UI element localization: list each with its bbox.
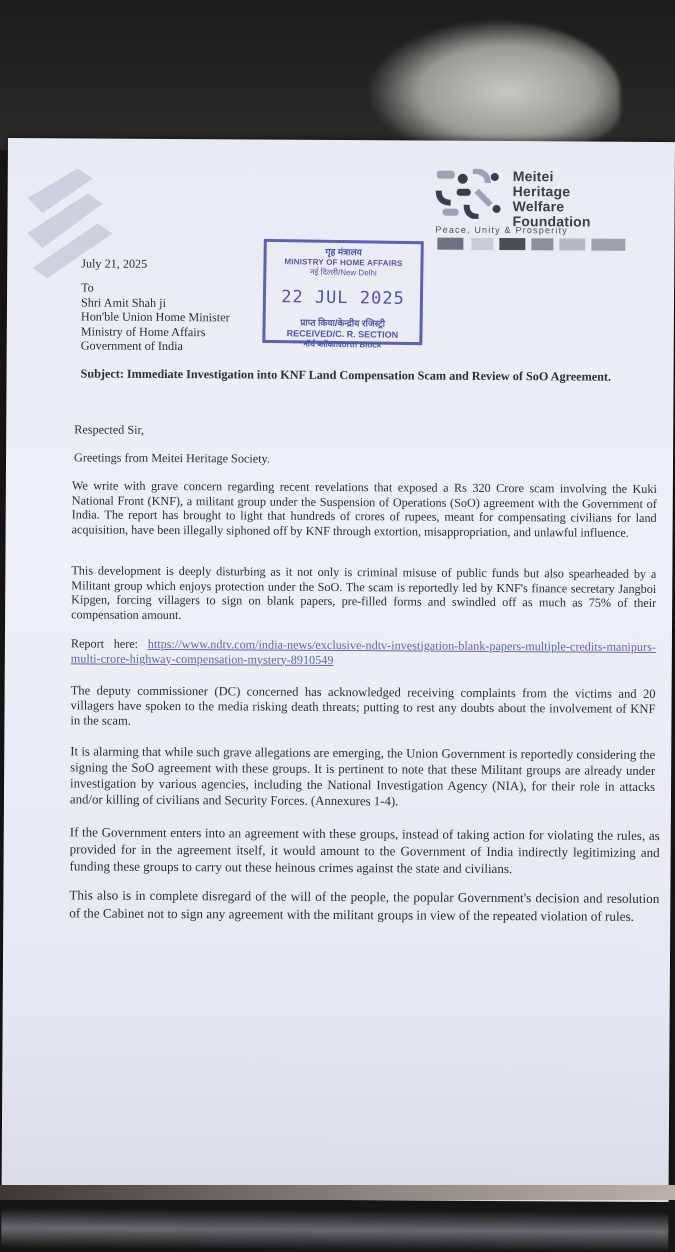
paragraph-3: The deputy commissioner (DC) concerned has acknowledged receiving complaints from the victims and 20 villagers have spoken to the media risking death threats; putting to rest any doubts about the involvement of KNF in the scam. — [70, 683, 656, 728]
meitei-heritage-logo-icon — [433, 169, 505, 219]
report-label: Report here: — [70, 636, 139, 651]
greeting: Greetings from Meitei Heritage Society. — [74, 450, 270, 466]
org-tagline: Peace, Unity & Prosperity — [435, 224, 569, 236]
stamp-line: प्राप्त किया/केन्द्रीय रजिस्ट्री — [300, 317, 386, 329]
letter-subject: Subject: Immediate Investigation into KNF Land Compensation Scam and Review of SoO Agreement. — [80, 366, 612, 384]
recipient-line: Government of India — [80, 338, 183, 354]
background-bottom-edge — [0, 1185, 675, 1200]
recipient-line: Shri Amit Shah ji — [80, 294, 167, 310]
paper-fold-shadow — [1, 1208, 668, 1252]
stamp-line: गृह मंत्रालय — [325, 246, 362, 258]
received-stamp — [262, 239, 424, 350]
salutation: Respected Sir, — [74, 422, 145, 437]
recipient-line: Hon'ble Union Home Minister — [80, 309, 230, 325]
stamp-date: 22 JUL 2025 — [281, 287, 405, 309]
letter-page — [2, 138, 675, 1202]
stamp-line: RECEIVED/C. R. SECTION — [286, 328, 399, 340]
report-reference — [71, 636, 656, 669]
stamp-line: नॉर्थ ब्लॉक/North Block — [303, 339, 382, 350]
paragraph-2: This development is deeply disturbing as it not only is criminal misuse of public funds but also spearheaded by a Militant group which enjoys protection under the SoO. The scam is reportedly led by KNF's finance secretary Jangboi Kipgen, forcing villagers to sign on blank papers, pre-filled forms and swindled off as much as 75% of their compensation amount. — [71, 563, 657, 622]
recipient-address — [81, 280, 230, 353]
paragraph-1: We write with grave concern regarding recent revelations that exposed a Rs 320 Crore scam involving the Kuki National Front (KNF), a militant group under the Suspension of Operations (SoO) agreement with the Government of India. The report has brought to light that hundreds of crores of rupees, meant for compensating civilians for land acquisition, have been illegally siphoned off by KNF through extortion, misappropriation, and unlawful influence. — [71, 478, 657, 540]
stamp-line: MINISTRY OF HOME AFFAIRS — [284, 257, 403, 268]
org-name: Meitei Heritage Welfare Foundation — [512, 168, 591, 230]
paragraph-4: It is alarming that while such grave allegations are emerging, the Union Government is reportedly considering the signing the SoO agreement with these groups. It is pertinent to note that these Militant groups are already under investigation by various agencies, including the National Investigation Agency (NIA), for their role in attacks and/or killing of civilians and Security Forces. (Annexures 1-4). — [69, 744, 656, 809]
paragraph-5: If the Government enters into an agreement with these groups, instead of taking action for violating the rules, as provided for in the agreement itself, it would amount to the Government of India indirectly legitimizing and funding these groups to carry out these heinous crimes against the state and civilians. — [69, 824, 660, 877]
to-label: To — [81, 280, 94, 295]
paragraph-6: This also is in complete disregard of the will of the people, the popular Government's decision and resolution of the Cabinet not to sign any agreement with the militant groups in view of the repeated violation of rules. — [69, 887, 660, 924]
report-link[interactable]: https://www.ndtv.com/india-news/exclusive-ndtv-investigation-blank-papers-multiple-credits-manipurs-multi-crore-highway-compensation-mystery-8910549 — [70, 636, 656, 667]
recipient-line: Ministry of Home Affairs — [80, 323, 206, 339]
letterhead-color-bars — [437, 238, 627, 251]
letter-date: July 21, 2025 — [81, 256, 148, 271]
stamp-line: नई दिल्ली/New Delhi — [309, 267, 377, 278]
